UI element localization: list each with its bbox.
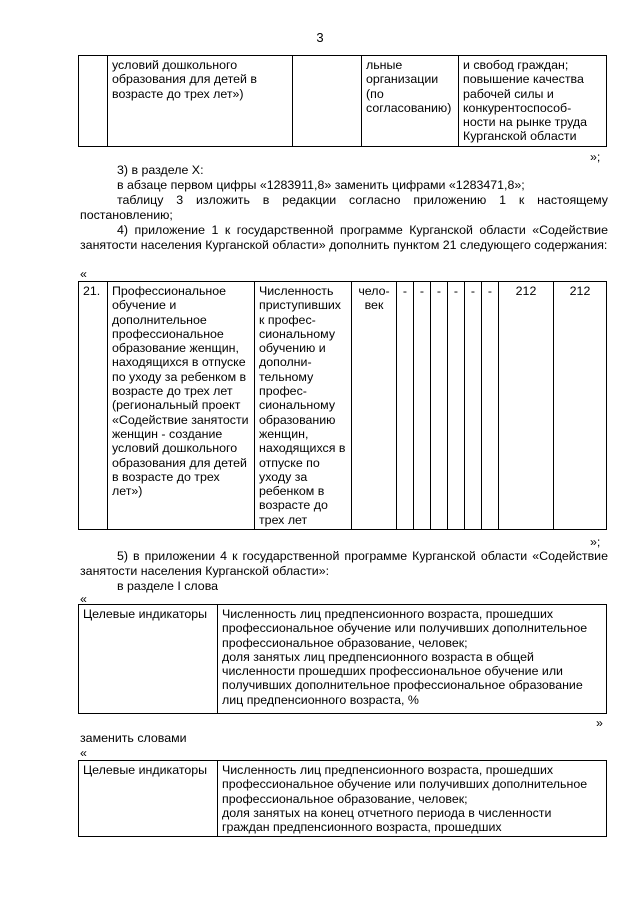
- table-row: [79, 56, 607, 147]
- value-cell: 212: [554, 282, 607, 530]
- new-indicators-table: [78, 760, 607, 837]
- open-quote: «: [80, 746, 87, 760]
- dash-cell: -: [465, 282, 482, 530]
- section5-sub: в разделе I слова: [117, 579, 219, 593]
- indicator-label: Целевые индикаторы: [79, 605, 218, 714]
- table-row: [79, 761, 607, 837]
- top-table: [78, 55, 607, 147]
- value-cell: 212: [499, 282, 554, 530]
- table-cell: [79, 56, 108, 147]
- table-cell: льные организации (по согласованию): [362, 56, 459, 147]
- table-row: [79, 605, 607, 714]
- table-row: [79, 282, 607, 530]
- dash-cell: -: [431, 282, 448, 530]
- section3-line1: в абзаце первом цифры «1283911,8» заменить цифрами «1283471,8»;: [117, 178, 525, 192]
- table-cell: условий дошкольного образования для детей в возрасте до трех лет»): [108, 56, 293, 147]
- replace-text: заменить словами: [80, 731, 187, 745]
- dash-cell: -: [482, 282, 499, 530]
- dash-cell: -: [448, 282, 465, 530]
- indicator-label: Целевые индикаторы: [79, 761, 218, 837]
- page-number: 3: [316, 30, 324, 45]
- section5-text: 5) в приложении 4 к государственной программе Курганской области «Содействие занятости населения Курганской области»:: [80, 549, 608, 578]
- row21-table: [78, 281, 607, 530]
- indicator-content: Численность лиц предпенсионного возраста, прошедших профессиональное обучение или получивших дополнительное профессиональное образование, человек; доля занятых на конец отчетного периода в численности граждан предпенсионного возраста, прошедших: [218, 761, 607, 837]
- old-indicators-table: [78, 604, 607, 714]
- dash-cell: -: [414, 282, 431, 530]
- closing-quote: »;: [590, 150, 601, 164]
- open-quote: «: [80, 267, 87, 281]
- indicator-cell: Численность приступивших к профес-сиональному обучению и дополни-тельному профес-сиональному образованию женщин, находящихся в отпуске по уходу за ребенком в возрасте до трех лет: [255, 282, 352, 530]
- section4-text: 4) приложение 1 к государственной программе Курганской области «Содействие занятости населения Курганской области» дополнить пунктом 21 следующего содержания:: [80, 223, 608, 252]
- section3-line2: таблицу 3 изложить в редакции согласно приложению 1 к настоящему постановлению;: [80, 193, 608, 222]
- unit-cell: чело-век: [352, 282, 397, 530]
- program-name-cell: Профессиональное обучение и дополнительное профессиональное образование женщин, находящихся в отпуске по уходу за ребенком в возрасте до трех лет (региональный проект «Содействие занятости женщин - создание условий дошкольного образования для детей в возрасте до трех лет»): [108, 282, 255, 530]
- closing-quote: »;: [590, 535, 601, 549]
- close-quote: »: [596, 716, 603, 730]
- indicator-content: Численность лиц предпенсионного возраста, прошедших профессиональное обучение или получивших дополнительное профессиональное образование, человек; доля занятых лиц предпенсионного возраста в общей численности прошедших профессиональное обучение или получивших дополнительное профессиональное образование лиц предпенсионного возраста, %: [218, 605, 607, 714]
- row-number: 21.: [79, 282, 108, 530]
- table-cell: [293, 56, 362, 147]
- dash-cell: -: [397, 282, 414, 530]
- table-cell: и свобод граждан; повышение качества рабочей силы и конкурентоспособ-ности на рынке труда Курганской области: [459, 56, 607, 147]
- section3-heading: 3) в разделе X:: [117, 163, 204, 177]
- open-quote: «: [80, 592, 87, 606]
